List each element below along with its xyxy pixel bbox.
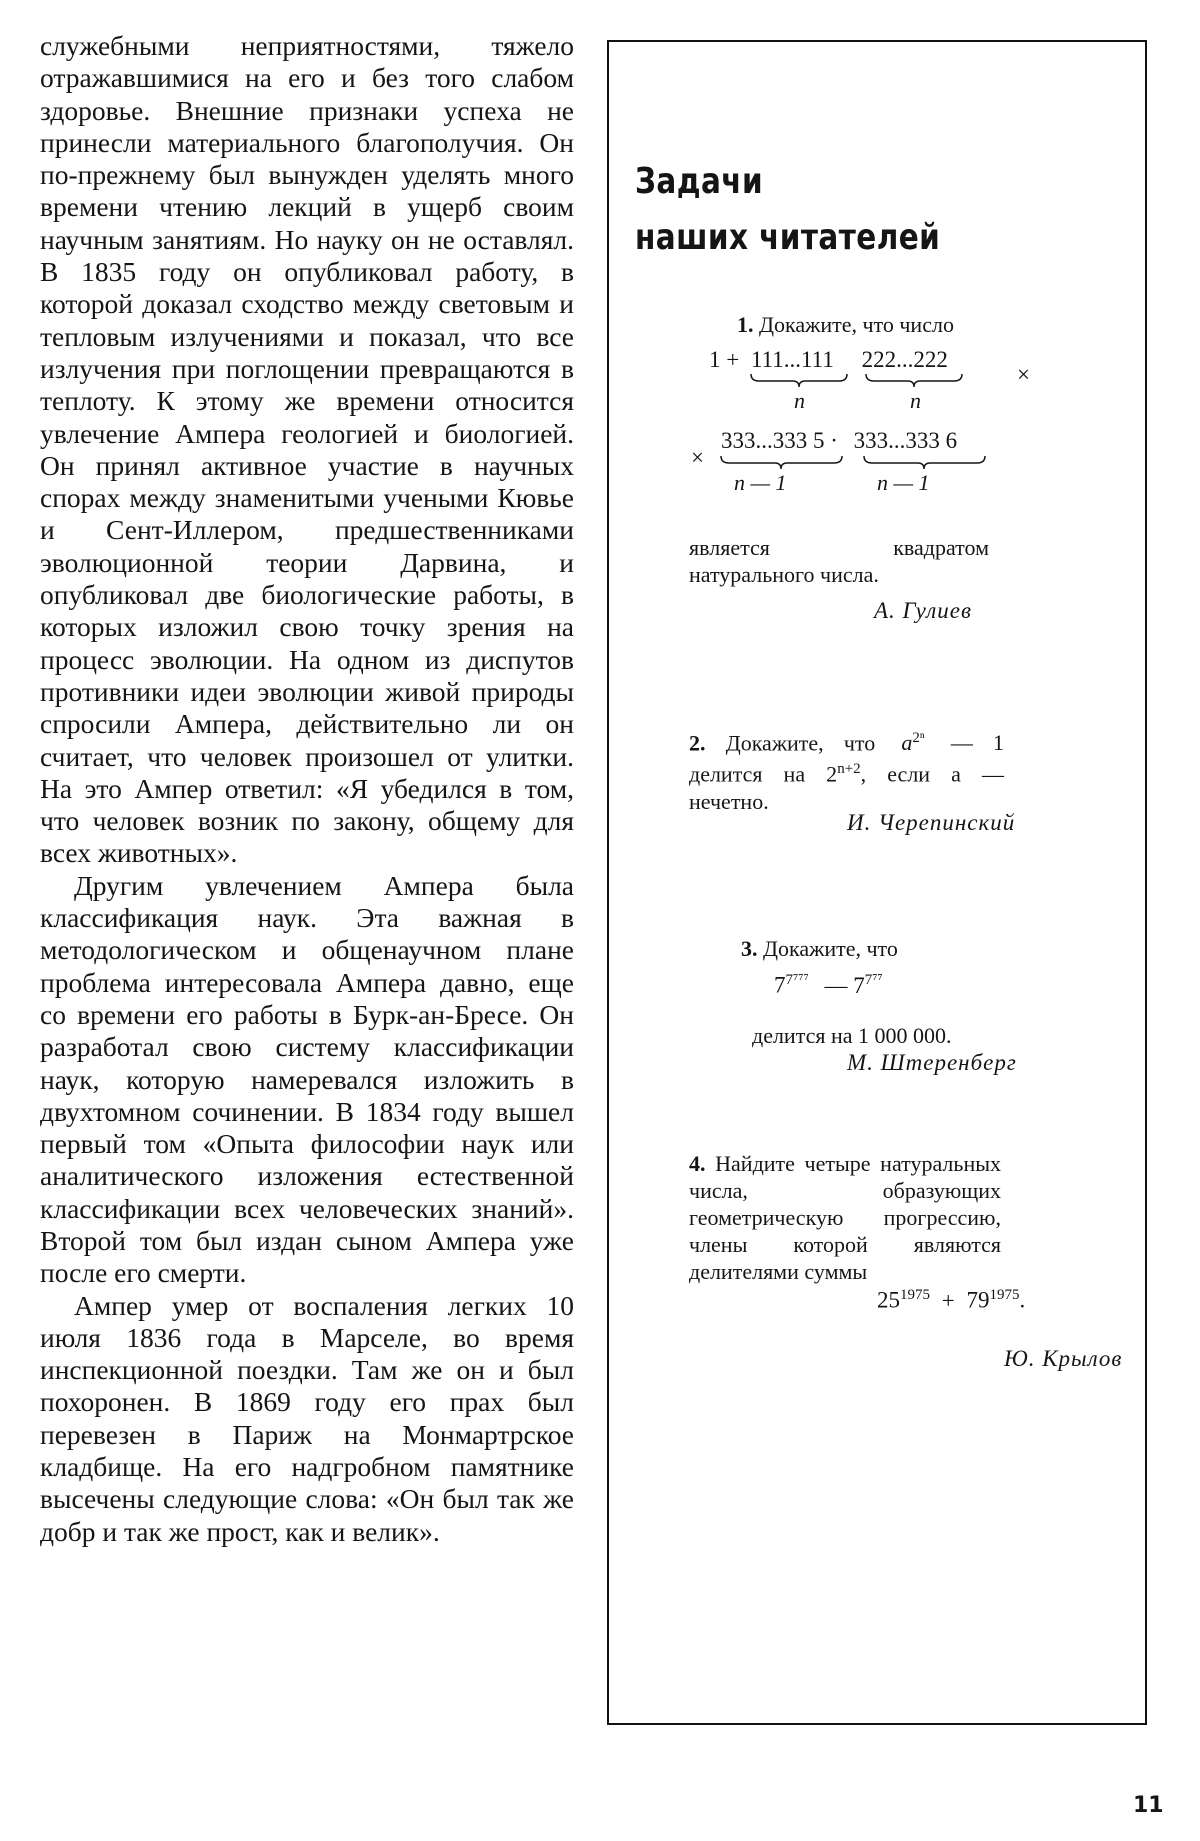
article-column <box>40 30 574 1548</box>
page-number: 11 <box>1133 1793 1164 1818</box>
article-paragraph-1: служебными неприятностями, тяжело отражавшимися на его и без того слабом здоровье. Внешние признаки успеха не принесли материального благополучия. Он по-прежнему был вынужден уделять много времени чтению лекций в ущерб своим научным занятиям. Но науку он не оставлял. В 1835 году он опубликовал работу, в которой доказал сходство между световым и тепловым излучениями и показал, что все излучения при поглощении превращаются в теплоту. К этому же времени относится увлечение Ампера геологией и биологией. Он принял активное участие в научных спорах между знаменитыми учеными Кювье и Сент-Иллером, предшественниками эволюционной теории Дарвина, и опубликовал две биологические работы, в которых изложил свою точку зрения на процесс эволюции. На одном из диспутов противники идеи эволюции живой природы спросили Ампера, действительно ли он считает, что человек произошел от улитки. На это Ампер ответил: «Я убедился в том, что человек возник по закону, общему для всех животных». <box>40 30 574 869</box>
problem-2-text: 2. Докажите, что $a^{2^n}$ — 1 делится на $2^{n+2}$, если a — нечетно. <box>689 730 1005 814</box>
problem-2-author: И. Черепинский <box>847 810 1016 835</box>
article-paragraph-2: Другим увлечением Ампера была классификация наук. Эта важная в методологическом и общенаучном плане проблема интересовала Ампера давно, еще со времени его работы в Бурк-ан-Бресе. Он разработал свою систему классификации наук, которую намеревался изложить в двухтомном сочинении. В 1834 году вышел первый том «Опыта философии наук или аналитического изложения естественной классификации всех человеческих знаний». Второй том был издан сыном Ампера уже после его смерти. <box>40 869 574 1289</box>
underbrace-threes5 <box>719 454 844 470</box>
n-minus-1-label-1: n — 1 <box>734 470 787 495</box>
n-label-2: n <box>910 388 921 413</box>
problem-3-formula: $7^{7^{777}}$ — $7^{7^{77}}$ <box>774 972 883 998</box>
problem-4-formula: $25^{1975} + 79^{1975}$. <box>877 1287 1026 1313</box>
problem-1-intro: 1. Докажите, что число <box>737 312 954 337</box>
times-symbol-1: × <box>1017 362 1030 387</box>
underbrace-twos <box>864 372 964 388</box>
n-minus-1-label-2: n — 1 <box>877 470 930 495</box>
problem-4-author: Ю. Крылов <box>1004 1346 1123 1371</box>
problem-1-formula-line2: 333...333 5 · 333...333 6 <box>721 428 958 453</box>
problem-1-author: А. Гулиев <box>874 598 972 623</box>
box-title <box>635 154 940 266</box>
box-title-line1: Задачи <box>635 161 764 202</box>
problem-3-intro: 3. Докажите, что <box>741 936 898 961</box>
problem-3-text: делится на 1 000 000. <box>752 1023 952 1048</box>
problem-1-formula-line1: 1 + 111...111 222...222 <box>709 347 948 372</box>
underbrace-threes6 <box>862 454 987 470</box>
times-symbol-2: × <box>691 445 704 470</box>
reader-problems-box <box>607 40 1147 1725</box>
n-label-1: n <box>794 388 805 413</box>
problem-4-text: 4. Найдите четыре натуральных числа, образующих геометрическую прогрессию, члены которой являются делителями суммы <box>689 1151 1001 1284</box>
problem-3-author: М. Штеренберг <box>847 1050 1017 1075</box>
article-paragraph-3: Ампер умер от воспаления легких 10 июля 1836 года в Марселе, во время инспекционной поездки. Там же он и был похоронен. В 1869 году его прах был перевезен в Париж на Монмартрское кладбище. На его надгробном памятнике высечены следующие слова: «Он был так же добр и так же прост, как и велик». <box>40 1289 574 1547</box>
underbrace-ones <box>749 372 849 388</box>
problem-1-text: является квадратом натурального числа. <box>689 535 989 587</box>
box-title-line2: наших читателей <box>635 217 941 258</box>
